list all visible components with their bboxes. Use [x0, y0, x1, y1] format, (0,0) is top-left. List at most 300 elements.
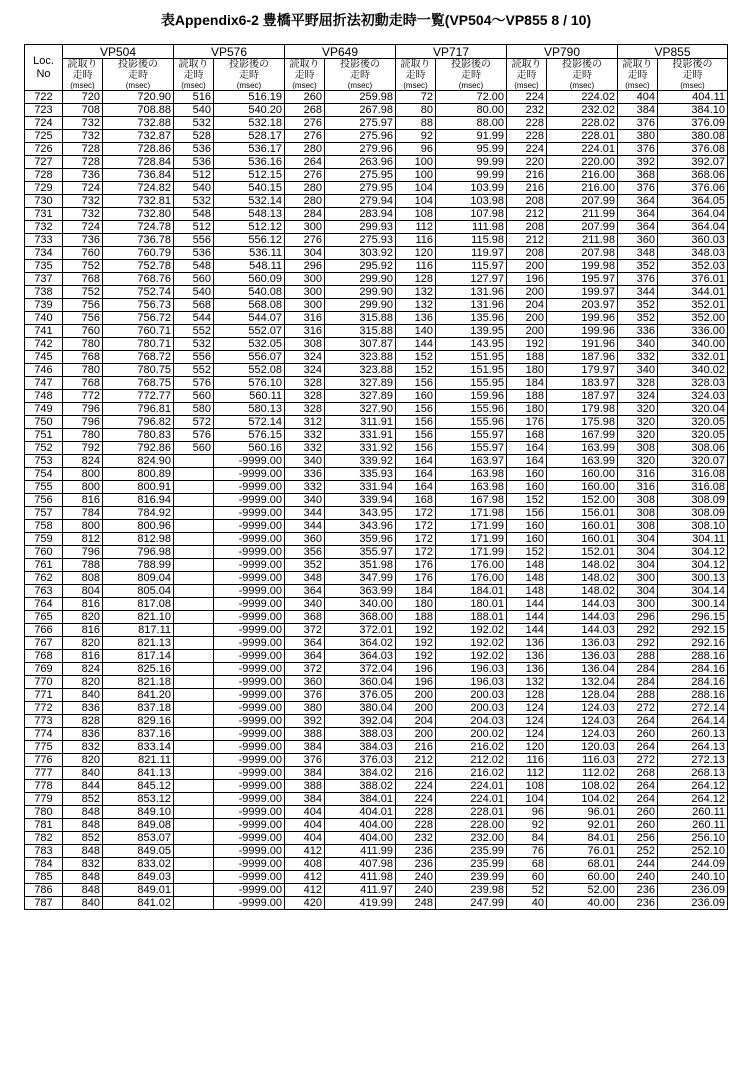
read-time-cell: 164	[396, 468, 436, 481]
read-time-cell	[174, 741, 214, 754]
read-time-cell: 268	[618, 767, 658, 780]
read-time-cell	[174, 871, 214, 884]
projected-time-cell: 304.12	[658, 559, 728, 572]
read-time-cell: 536	[174, 143, 214, 156]
projected-time-header: 投影後の	[325, 59, 396, 71]
table-row	[25, 585, 728, 598]
loc-cell: 739	[25, 299, 63, 312]
read-time-header: 走時	[396, 70, 436, 81]
loc-cell: 733	[25, 234, 63, 247]
read-time-cell: 832	[63, 858, 103, 871]
projected-time-cell: 52.00	[547, 884, 618, 897]
read-time-cell: 264	[618, 715, 658, 728]
read-time-cell: 376	[285, 689, 325, 702]
read-time-cell: 308	[618, 520, 658, 533]
read-time-cell: 72	[396, 91, 436, 104]
table-header	[25, 45, 728, 91]
read-time-cell: 260	[285, 91, 325, 104]
read-time-cell: 328	[285, 377, 325, 390]
read-time-cell: 144	[396, 338, 436, 351]
read-time-cell: 304	[618, 533, 658, 546]
projected-time-cell: 324.03	[658, 390, 728, 403]
read-time-cell	[174, 806, 214, 819]
read-time-cell: 52	[507, 884, 547, 897]
projected-time-cell: 780.75	[103, 364, 174, 377]
table-row	[25, 611, 728, 624]
read-time-cell: 284	[618, 663, 658, 676]
read-time-cell: 296	[618, 611, 658, 624]
read-time-cell: 380	[618, 130, 658, 143]
read-time-cell: 152	[507, 546, 547, 559]
projected-time-cell: 800.91	[103, 481, 174, 494]
table-row	[25, 442, 728, 455]
projected-time-cell: 224.01	[547, 143, 618, 156]
projected-time-cell: 300.13	[658, 572, 728, 585]
read-time-cell: 228	[507, 130, 547, 143]
read-time-cell: 276	[285, 117, 325, 130]
table-row	[25, 208, 728, 221]
read-time-cell: 128	[396, 273, 436, 286]
projected-time-cell: 195.97	[547, 273, 618, 286]
projected-time-cell: 107.98	[436, 208, 507, 221]
projected-time-cell: 304.12	[658, 546, 728, 559]
read-time-cell: 160	[396, 390, 436, 403]
loc-cell: 745	[25, 351, 63, 364]
projected-time-cell: 192.02	[436, 650, 507, 663]
projected-time-cell: 548.11	[214, 260, 285, 273]
projected-time-cell: -9999.00	[214, 728, 285, 741]
read-time-cell	[174, 715, 214, 728]
table-row	[25, 325, 728, 338]
projected-time-cell: 308.09	[658, 494, 728, 507]
projected-time-cell: 228.01	[547, 130, 618, 143]
projected-time-cell: 275.96	[325, 130, 396, 143]
projected-time-cell: 760.71	[103, 325, 174, 338]
read-time-cell: 384	[618, 104, 658, 117]
read-time-cell: 216	[507, 169, 547, 182]
projected-time-cell: 200.03	[436, 689, 507, 702]
table-row	[25, 702, 728, 715]
read-time-cell: 352	[618, 312, 658, 325]
read-time-cell: 820	[63, 611, 103, 624]
projected-time-cell: 348.03	[658, 247, 728, 260]
projected-time-cell: 80.00	[436, 104, 507, 117]
projected-time-cell: 364.02	[325, 637, 396, 650]
projected-time-cell: 152.01	[547, 546, 618, 559]
read-time-cell: 376	[618, 182, 658, 195]
projected-time-cell: 736.84	[103, 169, 174, 182]
read-time-cell: 96	[507, 806, 547, 819]
projected-time-cell: 316.08	[658, 481, 728, 494]
read-time-cell: 168	[507, 429, 547, 442]
projected-time-cell: 84.01	[547, 832, 618, 845]
projected-time-cell: 327.89	[325, 377, 396, 390]
projected-time-cell: 260.11	[658, 819, 728, 832]
projected-time-cell: 120.03	[547, 741, 618, 754]
read-time-cell: 204	[507, 299, 547, 312]
read-time-cell: 104	[507, 793, 547, 806]
projected-time-cell: 372.01	[325, 624, 396, 637]
read-time-cell: 300	[285, 286, 325, 299]
read-time-cell: 732	[63, 208, 103, 221]
projected-time-cell: 111.98	[436, 221, 507, 234]
projected-time-cell: 152.00	[547, 494, 618, 507]
read-time-cell: 156	[396, 377, 436, 390]
projected-time-cell: 849.05	[103, 845, 174, 858]
read-time-cell: 124	[507, 715, 547, 728]
read-time-cell: 172	[396, 507, 436, 520]
read-time-cell: 392	[285, 715, 325, 728]
read-time-cell	[174, 650, 214, 663]
read-time-cell: 844	[63, 780, 103, 793]
projected-time-cell: 720.90	[103, 91, 174, 104]
projected-time-cell: 260.11	[658, 806, 728, 819]
read-time-cell	[174, 676, 214, 689]
projected-time-cell: -9999.00	[214, 481, 285, 494]
projected-time-header: 投影後の	[658, 59, 728, 71]
read-time-cell: 192	[396, 637, 436, 650]
read-time-cell: 312	[285, 416, 325, 429]
projected-time-cell: 155.97	[436, 429, 507, 442]
read-time-cell: 820	[63, 754, 103, 767]
projected-time-cell: 299.90	[325, 286, 396, 299]
read-time-cell: 708	[63, 104, 103, 117]
projected-time-header: 投影後の	[103, 59, 174, 71]
read-time-cell: 300	[285, 299, 325, 312]
projected-time-cell: 216.02	[436, 767, 507, 780]
loc-cell: 747	[25, 377, 63, 390]
projected-time-cell: 76.01	[547, 845, 618, 858]
loc-cell: 746	[25, 364, 63, 377]
projected-time-cell: 817.14	[103, 650, 174, 663]
projected-time-cell: 96.01	[547, 806, 618, 819]
read-time-cell: 404	[285, 806, 325, 819]
read-time-cell: 112	[396, 221, 436, 234]
projected-time-cell: 196.03	[436, 663, 507, 676]
projected-time-cell: -9999.00	[214, 767, 285, 780]
projected-time-cell: 327.90	[325, 403, 396, 416]
read-time-cell: 264	[285, 156, 325, 169]
read-time-cell: 160	[507, 520, 547, 533]
projected-time-cell: 216.00	[547, 169, 618, 182]
read-time-cell: 512	[174, 169, 214, 182]
projected-time-cell: 817.08	[103, 598, 174, 611]
read-time-cell: 228	[396, 819, 436, 832]
read-time-cell: 568	[174, 299, 214, 312]
read-time-cell: 224	[507, 91, 547, 104]
read-time-cell: 388	[285, 780, 325, 793]
projected-time-cell: -9999.00	[214, 585, 285, 598]
loc-header	[25, 45, 63, 91]
projected-time-cell: 821.11	[103, 754, 174, 767]
projected-time-cell: 99.99	[436, 169, 507, 182]
projected-time-header: 投影後の	[436, 59, 507, 71]
projected-time-cell: 837.18	[103, 702, 174, 715]
read-time-cell: 100	[396, 156, 436, 169]
read-time-cell: 836	[63, 702, 103, 715]
read-time-cell: 108	[507, 780, 547, 793]
projected-time-cell: 837.16	[103, 728, 174, 741]
projected-time-cell: -9999.00	[214, 715, 285, 728]
projected-time-cell: 127.97	[436, 273, 507, 286]
read-time-cell: 388	[285, 728, 325, 741]
read-time-cell: 544	[174, 312, 214, 325]
table-row	[25, 338, 728, 351]
read-time-cell: 540	[174, 182, 214, 195]
read-time-cell: 96	[396, 143, 436, 156]
projected-time-cell: -9999.00	[214, 494, 285, 507]
table-row	[25, 546, 728, 559]
projected-time-cell: 236.09	[658, 884, 728, 897]
read-time-cell: 340	[618, 338, 658, 351]
projected-time-cell: 155.95	[436, 377, 507, 390]
projected-time-cell: 176.00	[436, 559, 507, 572]
read-time-header: (msec)	[174, 81, 214, 91]
projected-time-cell: 316.08	[658, 468, 728, 481]
projected-time-cell: 299.93	[325, 221, 396, 234]
projected-time-cell: 760.79	[103, 247, 174, 260]
projected-time-cell: 829.16	[103, 715, 174, 728]
read-time-cell: 128	[507, 689, 547, 702]
projected-time-cell: -9999.00	[214, 884, 285, 897]
projected-time-cell: 200.03	[436, 702, 507, 715]
projected-time-cell: 812.98	[103, 533, 174, 546]
read-time-cell: 272	[618, 754, 658, 767]
read-time-cell: 236	[618, 884, 658, 897]
projected-time-cell: 796.82	[103, 416, 174, 429]
read-time-cell: 204	[396, 715, 436, 728]
loc-cell: 730	[25, 195, 63, 208]
projected-time-cell: 128.04	[547, 689, 618, 702]
table-row	[25, 429, 728, 442]
projected-time-cell: 199.97	[547, 286, 618, 299]
projected-time-cell: 171.99	[436, 546, 507, 559]
read-time-cell: 224	[396, 780, 436, 793]
projected-time-cell: 376.08	[658, 143, 728, 156]
read-time-cell: 276	[285, 169, 325, 182]
read-time-cell: 228	[507, 117, 547, 130]
table-row	[25, 364, 728, 377]
projected-time-cell: -9999.00	[214, 559, 285, 572]
projected-time-cell: 191.96	[547, 338, 618, 351]
read-time-cell: 384	[285, 741, 325, 754]
table-row	[25, 559, 728, 572]
read-time-cell: 124	[507, 702, 547, 715]
read-time-cell: 148	[507, 572, 547, 585]
read-time-cell: 768	[63, 377, 103, 390]
projected-time-cell: 116.03	[547, 754, 618, 767]
read-time-cell: 352	[618, 299, 658, 312]
read-time-cell: 816	[63, 598, 103, 611]
projected-time-cell: 352.03	[658, 260, 728, 273]
projected-time-cell: 91.99	[436, 130, 507, 143]
read-time-cell: 240	[396, 884, 436, 897]
read-time-header: 走時	[63, 70, 103, 81]
read-time-cell: 420	[285, 897, 325, 910]
read-time-cell: 224	[507, 143, 547, 156]
read-time-cell	[174, 455, 214, 468]
loc-cell: 732	[25, 221, 63, 234]
loc-cell: 741	[25, 325, 63, 338]
projected-time-cell: -9999.00	[214, 806, 285, 819]
projected-time-cell: 359.96	[325, 533, 396, 546]
read-time-cell: 404	[285, 819, 325, 832]
loc-cell: 776	[25, 754, 63, 767]
read-time-cell: 304	[618, 585, 658, 598]
read-time-cell	[174, 832, 214, 845]
read-time-cell: 724	[63, 182, 103, 195]
projected-time-cell: 224.01	[436, 793, 507, 806]
projected-time-cell: 188.01	[436, 611, 507, 624]
read-time-cell: 172	[396, 546, 436, 559]
projected-time-cell: 752.78	[103, 260, 174, 273]
projected-time-cell: 192.02	[436, 637, 507, 650]
read-time-cell: 376	[285, 754, 325, 767]
projected-time-cell: 536.11	[214, 247, 285, 260]
projected-time-cell: 148.02	[547, 585, 618, 598]
projected-time-cell: 853.07	[103, 832, 174, 845]
read-time-cell: 576	[174, 377, 214, 390]
projected-time-cell: 228.00	[436, 819, 507, 832]
read-time-cell: 364	[618, 221, 658, 234]
projected-time-cell: 207.98	[547, 247, 618, 260]
projected-time-cell: 292.16	[658, 637, 728, 650]
read-time-cell: 172	[396, 533, 436, 546]
read-time-cell: 800	[63, 520, 103, 533]
projected-time-header: 走時	[214, 70, 285, 81]
projected-time-cell: 124.03	[547, 702, 618, 715]
read-time-header: 走時	[507, 70, 547, 81]
read-time-header: 走時	[174, 70, 214, 81]
read-time-cell: 348	[285, 572, 325, 585]
read-time-cell: 376	[618, 273, 658, 286]
read-time-cell: 40	[507, 897, 547, 910]
projected-time-cell: 784.92	[103, 507, 174, 520]
projected-time-cell: 204.03	[436, 715, 507, 728]
projected-time-header: 投影後の	[547, 59, 618, 71]
read-time-cell: 212	[396, 754, 436, 767]
read-time-cell: 216	[507, 182, 547, 195]
table-row	[25, 624, 728, 637]
read-time-cell: 216	[396, 767, 436, 780]
projected-time-cell: 176.00	[436, 572, 507, 585]
projected-time-cell: 167.98	[436, 494, 507, 507]
read-time-cell: 560	[174, 390, 214, 403]
table-row	[25, 884, 728, 897]
projected-time-header: (msec)	[325, 81, 396, 91]
read-time-cell	[174, 507, 214, 520]
read-time-cell: 172	[396, 520, 436, 533]
projected-time-cell: 576.10	[214, 377, 285, 390]
projected-time-cell: -9999.00	[214, 741, 285, 754]
read-time-cell: 364	[618, 208, 658, 221]
read-time-cell: 136	[507, 663, 547, 676]
read-time-cell: 560	[174, 273, 214, 286]
read-time-cell: 208	[507, 221, 547, 234]
projected-time-cell: 160.01	[547, 520, 618, 533]
projected-time-cell: 92.01	[547, 819, 618, 832]
read-time-cell: 264	[618, 780, 658, 793]
read-time-cell: 796	[63, 546, 103, 559]
projected-time-cell: 60.00	[547, 871, 618, 884]
projected-time-cell: 816.94	[103, 494, 174, 507]
projected-time-cell: 239.98	[436, 884, 507, 897]
read-time-cell: 348	[618, 247, 658, 260]
table-row	[25, 533, 728, 546]
read-time-cell: 340	[285, 598, 325, 611]
read-time-cell: 88	[396, 117, 436, 130]
read-time-cell: 132	[396, 286, 436, 299]
read-time-cell	[174, 533, 214, 546]
read-time-cell: 276	[285, 130, 325, 143]
read-time-cell: 220	[507, 156, 547, 169]
table-row	[25, 819, 728, 832]
projected-time-cell: 821.18	[103, 676, 174, 689]
projected-time-cell: 853.12	[103, 793, 174, 806]
projected-time-cell: 40.00	[547, 897, 618, 910]
projected-time-cell: 331.92	[325, 442, 396, 455]
loc-cell: 762	[25, 572, 63, 585]
projected-time-cell: 380.08	[658, 130, 728, 143]
read-time-cell: 300	[285, 221, 325, 234]
read-time-cell: 164	[396, 481, 436, 494]
read-time-cell: 548	[174, 260, 214, 273]
read-time-cell	[174, 819, 214, 832]
read-time-cell: 304	[618, 559, 658, 572]
projected-time-cell: 800.96	[103, 520, 174, 533]
read-time-cell: 196	[396, 663, 436, 676]
header-row-label2	[25, 70, 728, 81]
read-time-cell: 536	[174, 156, 214, 169]
projected-time-cell: 228.02	[547, 117, 618, 130]
read-time-cell: 168	[396, 494, 436, 507]
projected-time-cell: 308.06	[658, 442, 728, 455]
projected-time-cell: 144.03	[547, 598, 618, 611]
read-time-cell: 408	[285, 858, 325, 871]
projected-time-cell: 247.99	[436, 897, 507, 910]
loc-cell: 766	[25, 624, 63, 637]
projected-time-cell: 833.02	[103, 858, 174, 871]
read-time-header: 読取り	[285, 59, 325, 71]
projected-time-cell: 159.96	[436, 390, 507, 403]
loc-cell: 751	[25, 429, 63, 442]
projected-time-cell: 124.03	[547, 715, 618, 728]
projected-time-cell: 756.72	[103, 312, 174, 325]
table-row	[25, 273, 728, 286]
read-time-cell: 324	[285, 351, 325, 364]
read-time-cell: 156	[396, 442, 436, 455]
projected-time-cell: 283.94	[325, 208, 396, 221]
projected-time-cell: 355.97	[325, 546, 396, 559]
read-time-cell: 236	[618, 897, 658, 910]
read-time-cell: 200	[396, 702, 436, 715]
read-time-cell: 288	[618, 650, 658, 663]
table-row	[25, 520, 728, 533]
read-time-cell: 352	[618, 260, 658, 273]
projected-time-cell: 260.13	[658, 728, 728, 741]
projected-time-cell: -9999.00	[214, 455, 285, 468]
read-time-cell: 332	[285, 481, 325, 494]
read-time-cell: 772	[63, 390, 103, 403]
projected-time-cell: 95.99	[436, 143, 507, 156]
projected-time-cell: 724.82	[103, 182, 174, 195]
projected-time-cell: -9999.00	[214, 598, 285, 611]
projected-time-cell: 849.01	[103, 884, 174, 897]
projected-time-cell: 180.01	[436, 598, 507, 611]
read-time-cell	[174, 611, 214, 624]
read-time-cell: 836	[63, 728, 103, 741]
projected-time-cell: 187.96	[547, 351, 618, 364]
